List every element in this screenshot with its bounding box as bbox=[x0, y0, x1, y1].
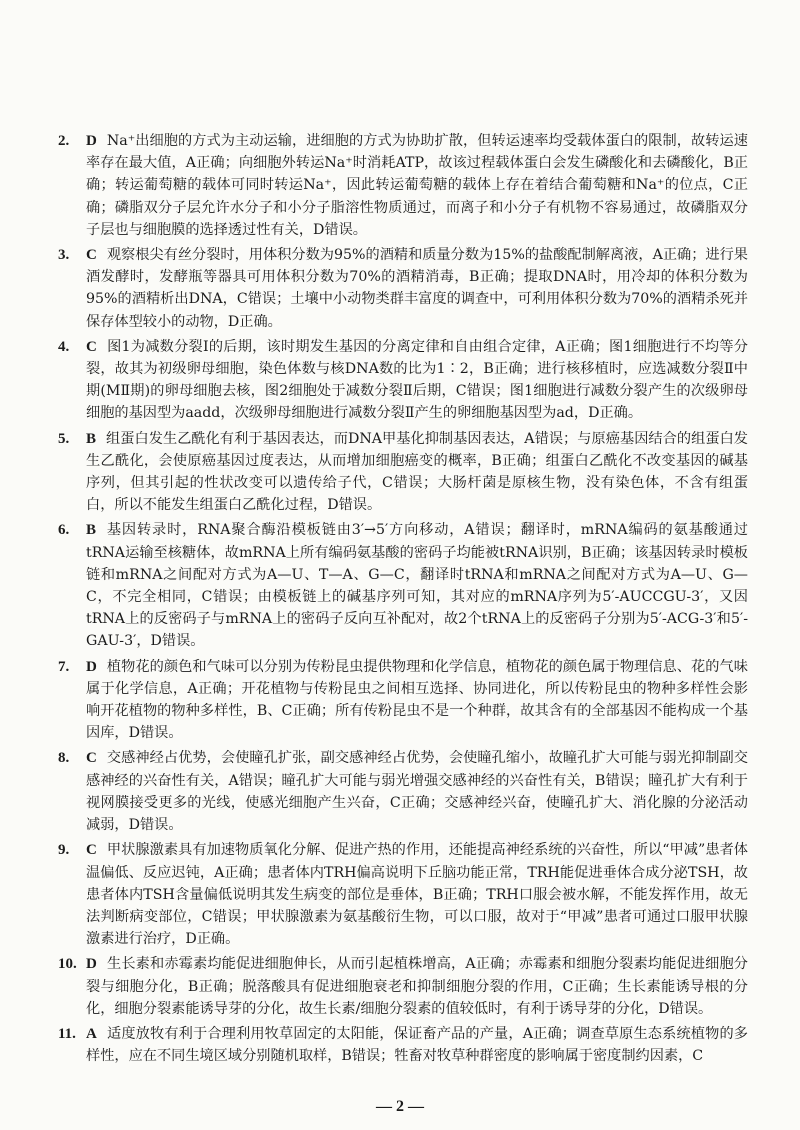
answer-item-8 bbox=[58, 747, 748, 836]
page-number: — 2 — bbox=[376, 1098, 424, 1115]
answer-choice: C bbox=[86, 247, 97, 264]
explanation-text: Na⁺出细胞的方式为主动运输，进细胞的方式为协助扩散，但转运速率均受载体蛋白的限制，故转运速率存在最大值，A正确；向细胞外转运Na⁺时消耗ATP，故该过程载体蛋白会发生磷酸化和去磷酸化，B正确；转运葡萄糖的载体可同时转运Na⁺，因此转运葡萄糖的载体上存在着结合葡萄糖和Na⁺的位点，C正确；磷脂双分子层允许水分子和小分子脂溶性物质通过，而离子和小分子有机物不容易通过，故磷脂双分子层也与细胞膜的选择透过性有关，D错误。 bbox=[86, 133, 748, 238]
question-number: 7. bbox=[58, 658, 70, 675]
answer-item-10 bbox=[58, 953, 748, 1020]
question-number: 2. bbox=[58, 133, 70, 149]
answer-item-7 bbox=[58, 656, 748, 745]
answer-explanations bbox=[58, 130, 748, 1070]
question-number: 3. bbox=[58, 247, 70, 264]
answer-choice: C bbox=[86, 338, 97, 355]
explanation-text: 组蛋白发生乙酰化有利于基因表达，而DNA甲基化抑制基因表达，A错误；与原癌基因结合的组蛋白发生乙酰化，会使原癌基因过度表达，从而增加细胞癌变的概率，B正确；组蛋白乙酰化不改变基因的碱基序列，但其引起的性状改变可以遗传给子代，C错误；大肠杆菌是原核生物，没有染色体，不含有组蛋白，所以不能发生组蛋白乙酰化过程，D错误。 bbox=[86, 430, 748, 514]
explanation-text: 交感神经占优势，会使瞳孔扩张，副交感神经占优势，会使瞳孔缩小，故瞳孔扩大可能与弱光抑制副交感神经的兴奋性有关，A错误；瞳孔扩大可能与弱光增强交感神经的兴奋性有关，B错误；瞳孔扩大有利于视网膜接受更多的光线，使感光细胞产生兴奋，C正确；交感神经兴奋，使瞳孔扩大、消化腺的分泌活动减弱，D错误。 bbox=[86, 750, 748, 834]
explanation-text: 观察根尖有丝分裂时，用体积分数为95%的酒精和质量分数为15%的盐酸配制解离液，A正确；进行果酒发酵时，发酵瓶等器具可用体积分数为70%的酒精消毒，B正确；提取DNA时，用冷却的体积分数为95%的酒精析出DNA，C错误；土壤中小动物类群丰富度的调查中，可利用体积分数为70%的酒精杀死并保存体型较小的动物，D正确。 bbox=[86, 247, 748, 330]
explanation-text: 甲状腺激素具有加速物质氧化分解、促进产热的作用，还能提高神经系统的兴奋性，所以“甲减”患者体温偏低、反应迟钝，A正确；患者体内TRH偏高说明下丘脑功能正常，TRH能促进垂体合成分泌TSH，故患者体内TSH含量偏低说明其发生病变的部位是垂体，B正确；TRH口服会被水解，不能发挥作用，故无法判断病变部位，C错误；甲状腺激素为氨基酸衍生物，可以口服，故对于“甲减”患者可通过口服甲状腺激素进行治疗，D正确。 bbox=[86, 842, 748, 948]
answer-item-2 bbox=[58, 130, 748, 241]
answer-item-5 bbox=[58, 428, 748, 517]
question-number: 8. bbox=[58, 750, 70, 767]
explanation-text: 图1为减数分裂Ⅰ的后期，该时期发生基因的分离定律和自由组合定律，A正确；图1细胞进行不均等分裂，故其为初级卵母细胞，染色体数与核DNA数的比为1∶2，B正确；进行核移植时，应选减数分裂Ⅱ中期(MⅡ期)的卵母细胞去核，图2细胞处于减数分裂Ⅱ后期，C错误；图1细胞进行减数分裂产生的次级卵母细胞的基因型为aadd，次级卵母细胞进行减数分裂Ⅱ产生的卵细胞基因型为ad，D正确。 bbox=[86, 338, 748, 422]
explanation-text: 植物花的颜色和气味可以分别为传粉昆虫提供物理和化学信息，植物花的颜色属于物理信息、花的气味属于化学信息，A正确；开花植物与传粉昆虫之间相互选择、协同进化，所以传粉昆虫的物种多样性会影响开花植物的物种多样性，B、C正确；所有传粉昆虫不是一个种群，故其含有的全部基因不能构成一个基因库，D错误。 bbox=[86, 658, 748, 742]
answer-choice: D bbox=[86, 658, 97, 675]
explanation-text: 基因转录时，RNA聚合酶沿模板链由3′→5′方向移动，A错误；翻译时，mRNA编码的氨基酸通过tRNA运输至核糖体，故mRNA上所有编码氨基酸的密码子均能被tRNA识别，B正确；该基因转录时模板链和mRNA之间配对方式为A—U、T—A、G—C，翻译时tRNA和mRNA之间配对方式为A—U、G—C，不完全相同，C错误；由模板链上的碱基序列可知，其对应的mRNA序列为5′-AUCCGU-3′，又因tRNA上的反密码子与mRNA上的密码子反向互补配对，故2个tRNA上的反密码子分别为5′-ACG-3′和5′-GAU-3′，D错误。 bbox=[86, 522, 748, 650]
answer-item-3 bbox=[58, 244, 748, 333]
answer-choice: D bbox=[86, 956, 97, 973]
question-number: 5. bbox=[58, 430, 70, 447]
answer-item-9 bbox=[58, 839, 748, 950]
answer-choice: D bbox=[86, 133, 97, 149]
answer-choice: B bbox=[86, 430, 97, 447]
answer-choice: C bbox=[86, 750, 97, 767]
answer-choice: B bbox=[86, 522, 97, 539]
explanation-text: 适度放牧有利于合理利用牧草固定的太阳能，保证畜产品的产量，A正确；调查草原生态系统植物的多样性，应在不同生境区域分别随机取样，B错误；牲畜对牧草种群密度的影响属于密度制约因素，C bbox=[86, 1025, 748, 1065]
answer-choice: A bbox=[86, 1025, 97, 1042]
answer-item-4 bbox=[58, 336, 748, 425]
answer-item-11 bbox=[58, 1023, 748, 1067]
answer-item-6 bbox=[58, 519, 748, 652]
question-number: 10. bbox=[58, 956, 77, 973]
question-number: 6. bbox=[58, 522, 70, 539]
question-number: 9. bbox=[58, 842, 70, 859]
explanation-text: 生长素和赤霉素均能促进细胞伸长，从而引起植株增高，A正确；赤霉素和细胞分裂素均能促进细胞分裂与细胞分化，B正确；脱落酸具有促进细胞衰老和抑制细胞分裂的作用，C正确；生长素能诱导根的分化，细胞分裂素能诱导芽的分化，故生长素/细胞分裂素的值较低时，有利于诱导芽的分化，D错误。 bbox=[86, 956, 748, 1017]
answer-choice: C bbox=[86, 842, 97, 859]
question-number: 4. bbox=[58, 338, 70, 355]
question-number: 11. bbox=[58, 1025, 76, 1042]
